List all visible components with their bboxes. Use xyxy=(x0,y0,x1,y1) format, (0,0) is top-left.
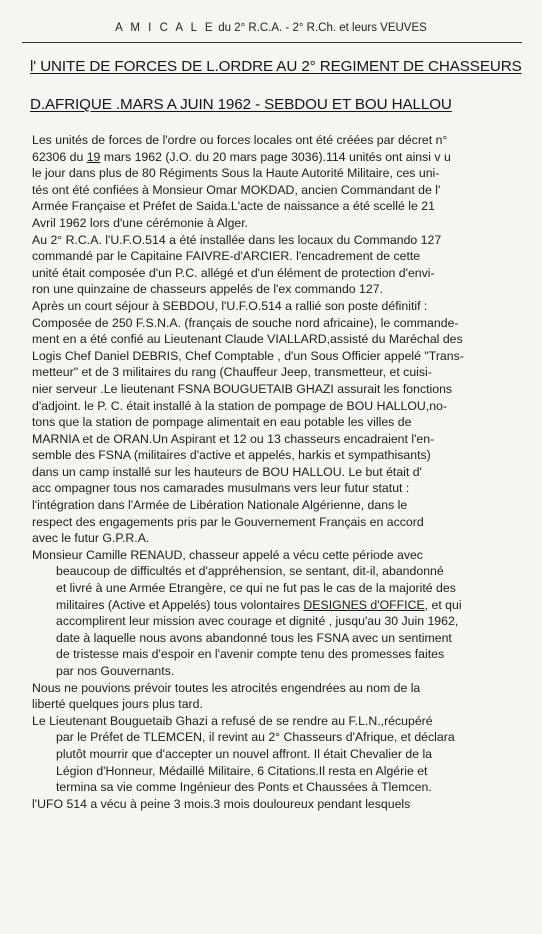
underlined-text: 19 xyxy=(86,149,101,164)
body-line: Au 2° R.C.A. l'U.F.O.514 a été installée dans les locaux du Commando 127 xyxy=(32,232,442,247)
body-line: tons que la station de pompage alimentait en eau potable les villes de xyxy=(32,415,412,430)
body-line: Après un court séjour à SEBDOU, l'U.F.O.514 a rallié son poste définitif : xyxy=(32,298,428,313)
body-line: Nous ne pouvions prévoir toutes les atrocités engendrées au nom de la xyxy=(32,680,421,695)
body-line: tés ont été confiées à Monsieur Omar MOKDAD, ancien Commandant de l' xyxy=(32,182,441,197)
body-line: Armée Française et Préfet de Saida.L'acte de naissance a été scellé le 21 xyxy=(32,199,435,214)
body-line: dans un camp installé sur les hauteurs de BOU HALLOU. Le but était d' xyxy=(32,464,422,479)
body-line: 62306 du 19 mars 1962 (J.O. du 20 mars page 3036).114 unités ont ainsi v u xyxy=(32,149,451,164)
body-line: l'UFO 514 a vécu à peine 3 mois.3 mois douloureux pendant lesquels xyxy=(32,796,411,811)
body-line: par nos Gouvernants. xyxy=(56,664,175,678)
body-line: plutôt mourrir que d'accepter un nouvel affront. Il était Chevalier de la xyxy=(56,746,433,761)
body-line: Avril 1962 lors d'une cérémonie à Alger. xyxy=(32,215,249,230)
body-line: l'intégration dans l'Armée de Libération Nationale Algérienne, dans le xyxy=(32,498,408,513)
title-line-1-text: l' UNITE DE FORCES DE L.ORDRE AU 2° REGIMENT DE CHASSEURS xyxy=(30,58,522,75)
body-line: date à laquelle nous avons abandonné tous les FSNA avec un sentiment xyxy=(56,630,452,645)
body-line: par le Préfet de TLEMCEN, il revint au 2° Chasseurs d'Afrique, et déclara xyxy=(56,730,455,745)
body-line: termina sa vie comme Ingénieur des Ponts et Chaussées à Tlemcen. xyxy=(56,780,432,795)
body-line: Composée de 250 F.S.N.A. (français de souche nord africaine), le commande- xyxy=(32,315,459,330)
body-line: beaucoup de difficultés et d'appréhension, se sentant, dit-il, abandonné xyxy=(56,564,444,579)
body-line: nier serveur .Le lieutenant FSNA BOUGUETAIB GHAZI assurait les fonctions xyxy=(32,381,453,396)
title-line-2-text: D.AFRIQUE .MARS A JUIN 1962 - SEBDOU ET BOU HALLOU xyxy=(30,96,452,113)
body-line: ment en a été confié au Lieutenant Claude VIALLARD,assisté du Maréchal des xyxy=(32,332,463,347)
body-line: commandé par le Capitaine FAIVRE-d'ARCIER. l'encadrement de cette xyxy=(32,249,421,264)
body-line: avec le futur G.P.R.A. xyxy=(32,531,150,546)
body-line: ron une quinzaine de chasseurs appelés de l'ex commando 127. xyxy=(32,282,383,297)
body-line: Monsieur Camille RENAUD, chasseur appelé a vécu cette période avec xyxy=(32,547,423,562)
body-line: metteur" et de 3 militaires du rang (Chauffeur Jeep, transmetteur, et cuisi- xyxy=(32,365,432,380)
title-line-1 xyxy=(30,58,522,75)
body-line: et livré à une Armée Etrangère, ce qui ne fut pas le cas de la majorité des xyxy=(56,581,456,596)
body-line: le jour dans plus de 80 Régiments Sous la Haute Autorité Militaire, ces uni- xyxy=(32,166,440,181)
body-line: Le Lieutenant Bouguetaib Ghazi a refusé de se rendre au F.L.N.,récupéré xyxy=(32,713,433,728)
header-rule xyxy=(22,42,522,43)
body-line: Légion d'Honneur, Médaillé Militaire, 6 Citations.Il resta en Algérie et xyxy=(56,763,428,778)
body-line: de tristesse mais d'espoir en l'avenir compte tenu des promesses faites xyxy=(56,647,445,662)
body-line: d'adjoint. le P. C. était installé à la station de pompage de BOU HALLOU,no- xyxy=(32,398,447,413)
body-line: militaires (Active et Appelés) tous volontaires DESIGNES d'OFFICE, et qui xyxy=(56,597,462,612)
body-line: Les unités de forces de l'ordre ou forces locales ont été créées par décret n° xyxy=(32,133,448,147)
letterhead-amicale: A M I C A L E xyxy=(115,22,215,34)
body-line: MARNIA et de ORAN.Un Aspirant et 12 ou 13 chasseurs encadraient l'en- xyxy=(32,431,435,446)
body-line: semble des FSNA (militaires d'active et appelés, harkis et sympathisants) xyxy=(32,448,431,463)
article-body xyxy=(32,132,516,812)
body-line: acc ompagner tous nos camarades musulmans vers leur futur statut : xyxy=(32,481,410,496)
body-line: unité était composée d'un P.C. allégé et d'un élément de protection d'envi- xyxy=(32,265,435,280)
underlined-text: DESIGNES d'OFFICE xyxy=(303,597,425,612)
letterhead xyxy=(0,22,542,34)
body-line: accomplirent leur mission avec courage et dignité , jusqu'au 30 Juin 1962, xyxy=(56,614,459,629)
title-line-2 xyxy=(30,96,452,113)
body-line: respect des engagements pris par le Gouvernement Français en accord xyxy=(32,514,424,529)
body-line: liberté quelques jours plus tard. xyxy=(32,697,203,712)
body-line: Logis Chef Daniel DEBRIS, Chef Comptable , d'un Sous Officier appelé "Trans- xyxy=(32,348,464,363)
letterhead-rest: du 2° R.C.A. - 2° R.Ch. et leurs VEUVES xyxy=(215,22,427,34)
